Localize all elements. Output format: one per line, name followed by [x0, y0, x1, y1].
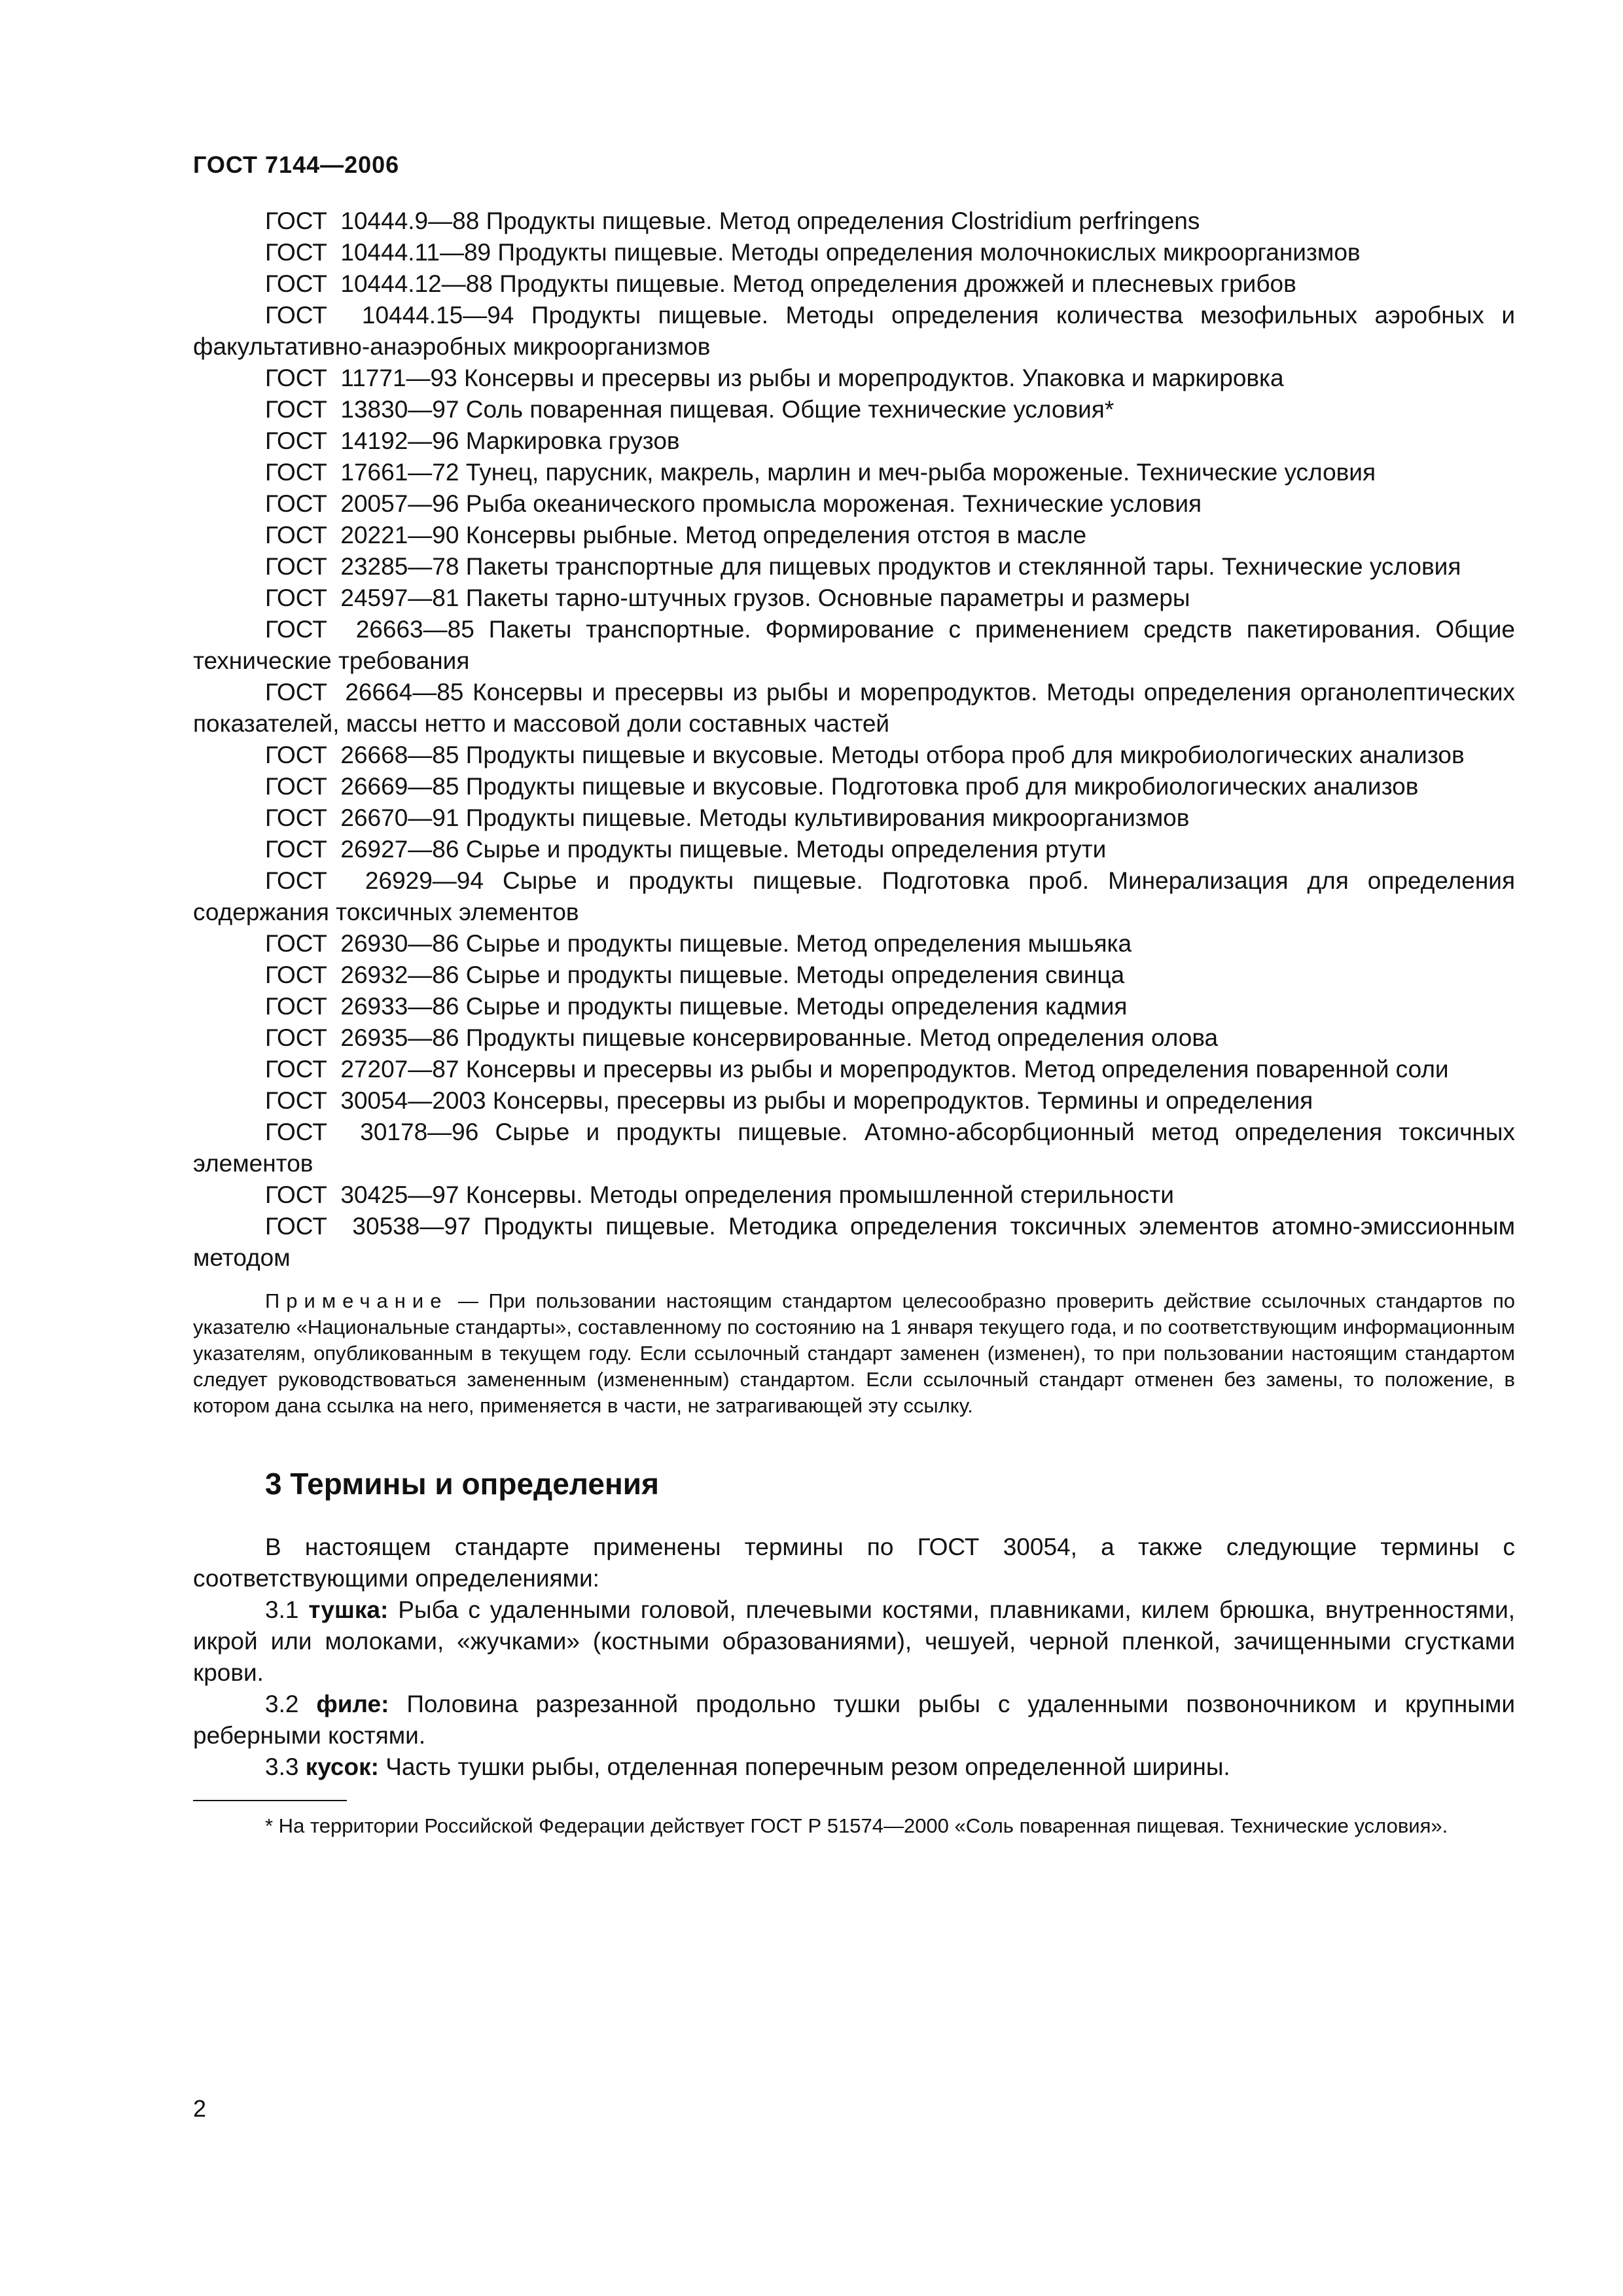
reference-title: Продукты пищевые. Метод определения дрожжей и плесневых грибов [499, 270, 1296, 297]
reference-code: ГОСТ 26929—94 [265, 867, 484, 894]
reference-title: Консервы и пресервы из рыбы и морепродуктов. Метод определения поваренной соли [465, 1056, 1449, 1083]
reference-code: ГОСТ 10444.11—89 [265, 239, 491, 266]
reference-item [193, 457, 1515, 488]
reference-code: ГОСТ 20221—90 [265, 522, 459, 548]
reference-code: ГОСТ 26669—85 [265, 773, 459, 800]
reference-code: ГОСТ 26930—86 [265, 930, 459, 957]
term-number: 3.2 [265, 1691, 299, 1717]
reference-item [193, 928, 1515, 960]
reference-code: ГОСТ 24597—81 [265, 584, 459, 611]
reference-title: Сырье и продукты пищевые. Атомно-абсорбционный метод определения токсичных элементов [193, 1119, 1515, 1177]
reference-code: ГОСТ 30538—97 [265, 1213, 471, 1240]
reference-item [193, 206, 1515, 237]
footnote-divider [193, 1800, 347, 1801]
reference-item [193, 802, 1515, 834]
reference-item [193, 865, 1515, 928]
term-text: Рыба с удаленными головой, плечевыми костями, плавниками, килем брюшка, внутренностями, икрой или молоками, «жучками» (костными образованиями), чешуей, черной пленкой, зачищенными сгустками крови. [193, 1596, 1516, 1686]
reference-item [193, 614, 1515, 677]
reference-item [193, 237, 1515, 268]
term-definition [193, 1751, 1515, 1783]
reference-code: ГОСТ 26927—86 [265, 836, 459, 863]
reference-title: Сырье и продукты пищевые. Методы определения ртути [465, 836, 1107, 863]
section-intro: В настоящем стандарте применены термины по ГОСТ 30054, а также следующие термины с соответствующими определениями: [193, 1534, 1515, 1592]
reference-code: ГОСТ 23285—78 [265, 553, 459, 580]
reference-code: ГОСТ 11771—93 [265, 365, 457, 391]
reference-item [193, 268, 1515, 300]
reference-code: ГОСТ 26664—85 [265, 679, 464, 706]
note-label: Примечание [265, 1289, 448, 1312]
document-header: ГОСТ 7144—2006 [193, 151, 400, 178]
reference-item [193, 551, 1515, 583]
reference-title: Пакеты транспортные. Формирование с применением средств пакетирования. Общие технические требования [193, 616, 1515, 674]
reference-item [193, 300, 1515, 363]
reference-code: ГОСТ 10444.12—88 [265, 270, 493, 297]
reference-title: Рыба океанического промысла мороженая. Технические условия [465, 490, 1202, 517]
reference-item [193, 520, 1515, 551]
term-name: филе: [316, 1691, 389, 1717]
term-text: Половина разрезанной продольно тушки рыбы с удаленными позвоночником и крупными реберными костями. [193, 1691, 1516, 1749]
reference-code: ГОСТ 17661—72 [265, 459, 459, 486]
reference-item [193, 488, 1515, 520]
reference-item [193, 1179, 1515, 1211]
term-definition [193, 1594, 1515, 1689]
reference-title: Сырье и продукты пищевые. Методы определения кадмия [465, 993, 1128, 1020]
reference-code: ГОСТ 26935—86 [265, 1024, 459, 1051]
reference-title: Маркировка грузов [465, 427, 680, 454]
reference-code: ГОСТ 20057—96 [265, 490, 459, 517]
reference-title: Соль поваренная пищевая. Общие технические условия* [465, 396, 1115, 423]
section-heading: 3 Термины и определения [265, 1467, 659, 1501]
reference-code: ГОСТ 14192—96 [265, 427, 459, 454]
reference-code: ГОСТ 13830—97 [265, 396, 459, 423]
document-page [193, 151, 1515, 1839]
reference-title: Продукты пищевые. Методика определения токсичных элементов атомно-эмиссионным методом [193, 1213, 1516, 1271]
term-definition [193, 1689, 1515, 1751]
reference-title: Продукты пищевые и вкусовые. Подготовка проб для микробиологических анализов [465, 773, 1419, 800]
page-number: 2 [193, 2095, 207, 2122]
reference-item [193, 394, 1515, 425]
footnote: * На территории Российской Федерации действует ГОСТ Р 51574—2000 «Соль поваренная пищевая. Технические условия». [265, 1814, 1448, 1837]
reference-code: ГОСТ 10444.15—94 [265, 302, 514, 329]
reference-title: Продукты пищевые. Методы определения количества мезофильных аэробных и факультативно-анаэробных микроорганизмов [193, 302, 1515, 360]
reference-code: ГОСТ 26670—91 [265, 804, 459, 831]
reference-title: Продукты пищевые и вкусовые. Методы отбора проб для микробиологических анализов [465, 742, 1465, 768]
reference-title: Сырье и продукты пищевые. Методы определения свинца [465, 961, 1125, 988]
reference-title: Продукты пищевые. Методы культивирования микроорганизмов [465, 804, 1190, 831]
term-number: 3.3 [265, 1753, 299, 1780]
reference-title: Продукты пищевые. Методы определения молочнокислых микроорганизмов [497, 239, 1361, 266]
reference-code: ГОСТ 30425—97 [265, 1181, 459, 1208]
reference-title: Продукты пищевые. Метод определения Clostridium perfringens [486, 207, 1200, 234]
reference-code: ГОСТ 26933—86 [265, 993, 459, 1020]
reference-title: Продукты пищевые консервированные. Метод определения олова [465, 1024, 1219, 1051]
reference-code: ГОСТ 26932—86 [265, 961, 459, 988]
note-text: — При пользовании настоящим стандартом целесообразно проверить действие ссылочных стандартов по указателю «Национальные стандарты», составленному по состоянию на 1 января текущего года, и по соответствующим информационным указателям, опубликованным в текущем году. Если ссылочный стандарт заменен (изменен), то при пользовании настоящим стандартом следует руководствоваться замененным (измененным) стандартом. Если ссылочный стандарт отменен без замены, то положение, в котором дана ссылка на него, применяется в части, не затрагивающей эту ссылку. [193, 1289, 1515, 1417]
term-number: 3.1 [265, 1596, 299, 1623]
reference-item [193, 425, 1515, 457]
reference-code: ГОСТ 26663—85 [265, 616, 474, 643]
reference-title: Консервы. Методы определения промышленной стерильности [465, 1181, 1174, 1208]
reference-title: Сырье и продукты пищевые. Подготовка проб. Минерализация для определения содержания токсичных элементов [193, 867, 1515, 925]
reference-item [193, 677, 1515, 740]
reference-item [193, 740, 1515, 771]
reference-title: Тунец, парусник, макрель, марлин и меч-рыба мороженые. Технические условия [465, 459, 1376, 486]
reference-code: ГОСТ 30054—2003 [265, 1087, 486, 1114]
reference-title: Консервы и пресервы из рыбы и морепродуктов. Упаковка и маркировка [463, 365, 1284, 391]
reference-title: Пакеты тарно-штучных грузов. Основные параметры и размеры [465, 584, 1190, 611]
reference-title: Консервы и пресервы из рыбы и морепродуктов. Методы определения органолептических показателей, массы нетто и массовой доли составных частей [193, 679, 1516, 737]
reference-item [193, 1085, 1515, 1117]
reference-item [193, 363, 1515, 394]
term-name: кусок: [305, 1753, 379, 1780]
reference-title: Сырье и продукты пищевые. Метод определения мышьяка [465, 930, 1132, 957]
reference-item [193, 583, 1515, 614]
normative-references-list [193, 206, 1515, 1274]
reference-title: Пакеты транспортные для пищевых продуктов и стеклянной тары. Технические условия [465, 553, 1461, 580]
reference-item [193, 1022, 1515, 1054]
reference-item [193, 834, 1515, 865]
reference-item [193, 771, 1515, 802]
reference-code: ГОСТ 10444.9—88 [265, 207, 480, 234]
reference-code: ГОСТ 26668—85 [265, 742, 459, 768]
reference-item [193, 1211, 1515, 1274]
term-text: Часть тушки рыбы, отделенная поперечным резом определенной ширины. [385, 1753, 1230, 1780]
reference-code: ГОСТ 30178—96 [265, 1119, 479, 1145]
reference-item [193, 1117, 1515, 1179]
reference-item [193, 1054, 1515, 1085]
reference-item [193, 960, 1515, 991]
reference-code: ГОСТ 27207—87 [265, 1056, 459, 1083]
reference-title: Консервы рыбные. Метод определения отстоя в масле [465, 522, 1087, 548]
reference-item [193, 991, 1515, 1022]
reference-title: Консервы, пресервы из рыбы и морепродуктов. Термины и определения [492, 1087, 1313, 1114]
note-block [193, 1288, 1515, 1419]
term-name: тушка: [308, 1596, 389, 1623]
